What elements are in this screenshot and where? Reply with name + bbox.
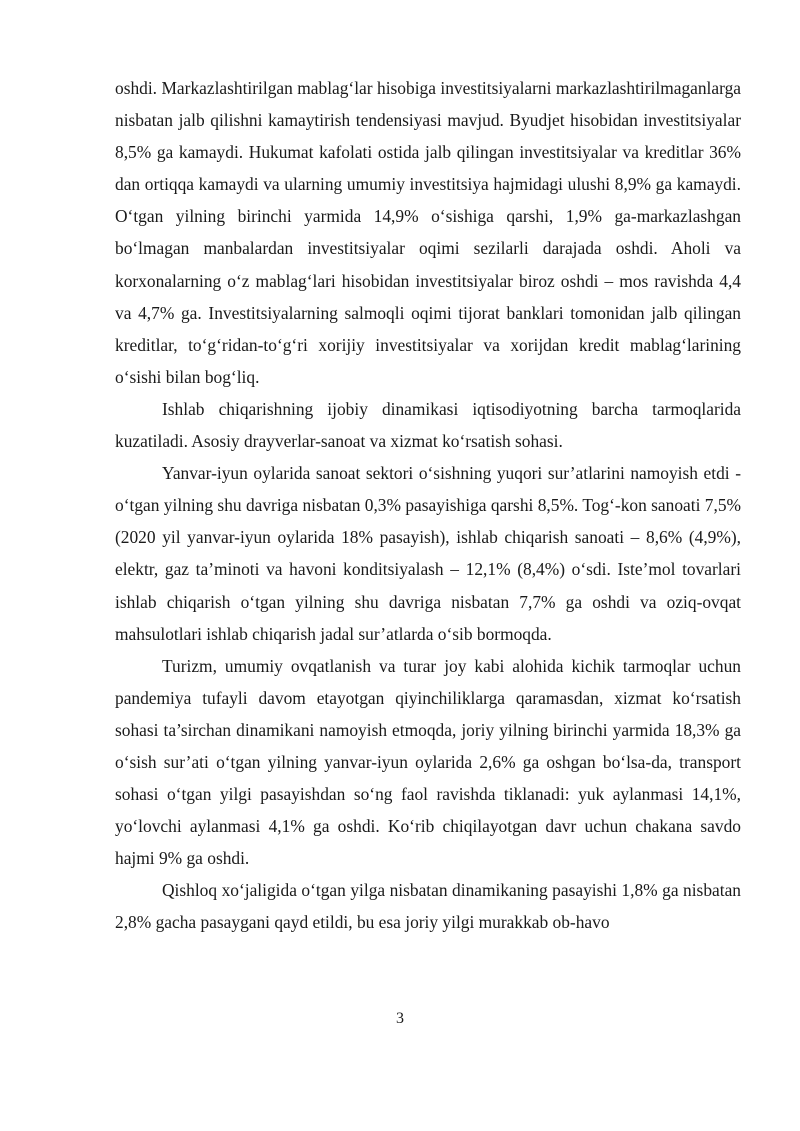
page-number: 3 — [396, 1010, 404, 1027]
paragraph-investments: oshdi. Markazlashtirilgan mablag‘lar hisobiga investitsiyalarni markazlashtirilmaganlarga nisbatan jalb qilishni kamaytirish tendensiyasi mavjud. Byudjet hisobidan investitsiyalar 8,5% ga kamaydi. Hukumat kafolati ostida jalb qilingan investitsiyalar va kreditlar 36% dan ortiqqa kamaydi va ularning umumiy investitsiya hajmidagi ulushi 8,9% ga kamaydi. O‘tgan yilning birinchi yarmida 14,9% o‘sishiga qarshi, 1,9% ga-markazlashgan bo‘lmagan manbalardan investitsiyalar oqimi sezilarli darajada oshdi. Aholi va korxonalarning o‘z mablag‘lari hisobidan investitsiyalar biroz oshdi – mos ravishda 4,4 va 4,7% ga. Investitsiyalarning salmoqli oqimi tijorat banklari tomonidan jalb qilingan kreditlar, to‘g‘ridan-to‘g‘ri xorijiy investitsiyalar va xorijdan kredit mablag‘larining o‘sishi bilan bog‘liq. — [115, 78, 741, 387]
paragraph-agriculture: Qishloq xo‘jaligida o‘tgan yilga nisbatan dinamikaning pasayishi 1,8% ga nisbatan 2,8% gacha pasaygani qayd etildi, bu esa joriy yilgi murakkab ob-havo — [115, 880, 741, 933]
document-body — [115, 72, 741, 939]
paragraph-services-sector: Turizm, umumiy ovqatlanish va turar joy kabi alohida kichik tarmoqlar uchun pandemiya tufayli davom etayotgan qiyinchiliklarga qaramasdan, xizmat ko‘rsatish sohasi ta’sirchan dinamikani namoyish etmoqda, joriy yilning birinchi yarmida 18,3% ga o‘sish sur’ati o‘tgan yilning yanvar-iyun oylarida 2,6% ga oshgan bo‘lsa-da, transport sohasi o‘tgan yilgi pasayishdan so‘ng faol ravishda tiklanadi: yuk aylanmasi 14,1%, yo‘lovchi aylanmasi 4,1% ga oshdi. Ko‘rib chiqilayotgan davr uchun chakana savdo hajmi 9% ga oshdi. — [115, 655, 741, 869]
paragraph-industry-sector: Yanvar-iyun oylarida sanoat sektori o‘sishning yuqori sur’atlarini namoyish etdi - o‘tgan yilning shu davriga nisbatan 0,3% pasayishiga qarshi 8,5%. Tog‘-kon sanoati 7,5% (2020 yil yanvar-iyun oylarida 18% pasayish), ishlab chiqarish sanoati – 8,6% (4,9%), elektr, gaz ta’minoti va havoni konditsiyalash – 12,1% (8,4%) o‘sdi. Iste’mol tovarlari ishlab chiqarish o‘tgan yilning shu davriga nisbatan 7,7% ga oshdi va oziq-ovqat mahsulotlari ishlab chiqarish jadal sur’atlarda o‘sib bormoqda. — [115, 463, 741, 644]
paragraph-production-dynamics: Ishlab chiqarishning ijobiy dinamikasi iqtisodiyotning barcha tarmoqlarida kuzatiladi. Asosiy drayverlar-sanoat va xizmat ko‘rsatish sohasi. — [115, 398, 741, 452]
